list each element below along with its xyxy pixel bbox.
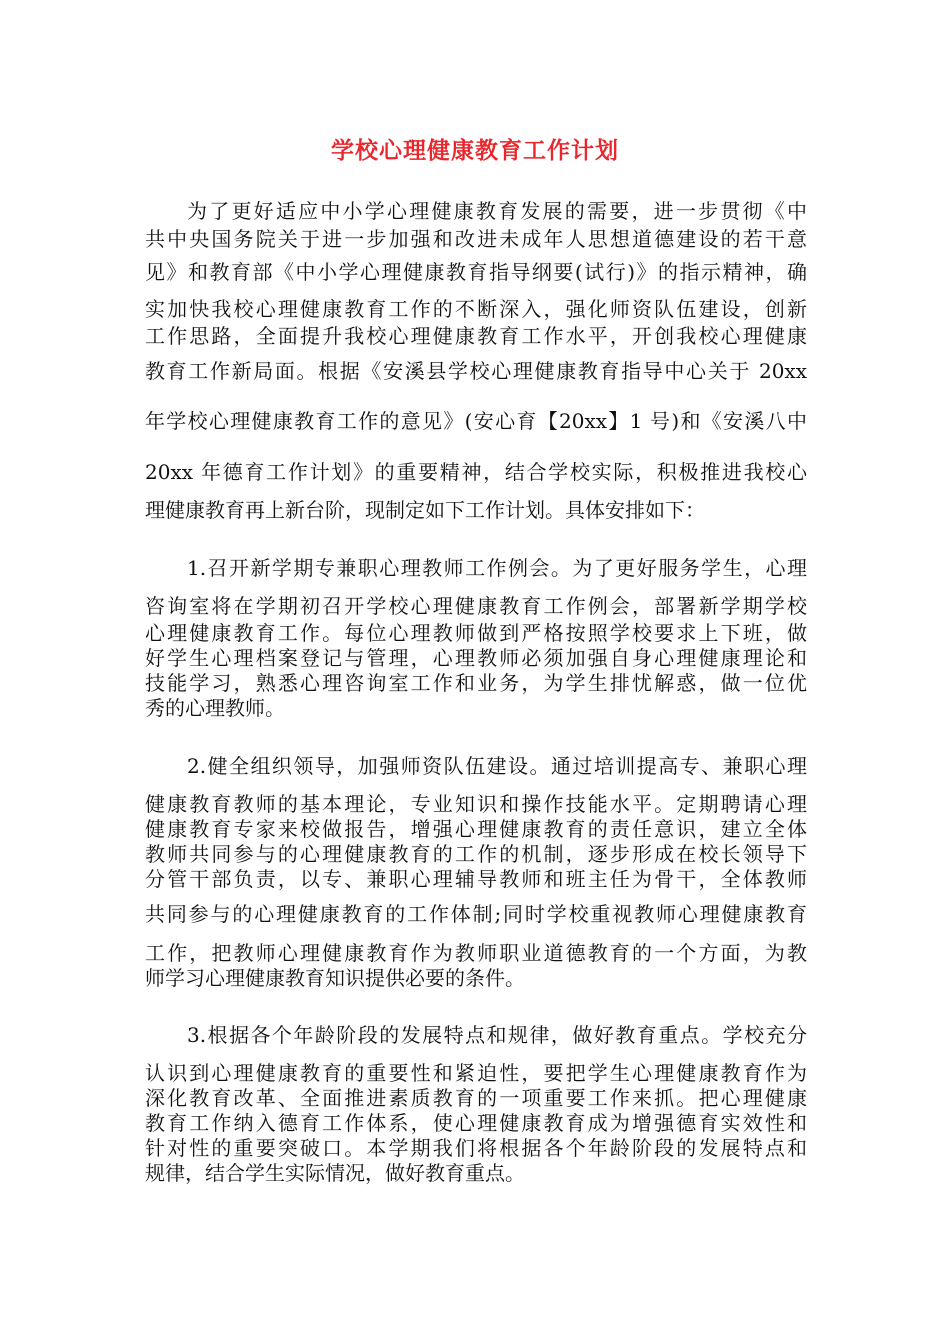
- paragraph-2-line-3: 心理健康教育工作。每位心理教师做到严格按照学校要求上下班，做: [145, 621, 807, 645]
- paragraph-2-line-1: 1.召开新学期专兼职心理教师工作例会。为了更好服务学生，心理: [187, 556, 807, 580]
- paragraph-4-line-5: 针对性的重要突破口。本学期我们将根据各个年龄阶段的发展特点和: [145, 1136, 807, 1160]
- paragraph-1-line-8: 20xx 年德育工作计划》的重要精神，结合学校实际，积极推进我校心: [145, 460, 807, 484]
- paragraph-1-line-7: 年学校心理健康教育工作的意见》(安心育【20xx】1 号)和《安溪八中: [145, 409, 807, 433]
- page-title: 学校心理健康教育工作计划: [331, 137, 619, 164]
- paragraph-4-line-2: 认识到心理健康教育的重要性和紧迫性，要把学生心理健康教育作为: [145, 1061, 807, 1085]
- paragraph-2-line-5: 技能学习，熟悉心理咨询室工作和业务，为学生排忧解惑，做一位优: [145, 671, 807, 695]
- paragraph-1-line-3: 见》和教育部《中小学心理健康教育指导纲要(试行)》的指示精神，确: [145, 260, 807, 284]
- paragraph-2-line-4: 好学生心理档案登记与管理，心理教师必须加强自身心理健康理论和: [145, 646, 807, 670]
- paragraph-1-line-9: 理健康教育再上新台阶，现制定如下工作计划。具体安排如下：: [145, 498, 705, 522]
- paragraph-1-line-1: 为了更好适应中小学心理健康教育发展的需要，进一步贯彻《中: [187, 199, 807, 223]
- paragraph-1-line-4: 实加快我校心理健康教育工作的不断深入，强化师资队伍建设，创新: [145, 297, 807, 321]
- paragraph-3-line-2: 健康教育教师的基本理论，专业知识和操作技能水平。定期聘请心理: [145, 792, 807, 816]
- paragraph-4-line-3: 深化教育改革、全面推进素质教育的一项重要工作来抓。把心理健康: [145, 1086, 807, 1110]
- paragraph-3-line-8: 师学习心理健康教育知识提供必要的条件。: [145, 966, 525, 990]
- paragraph-3-line-1: 2.健全组织领导，加强师资队伍建设。通过培训提高专、兼职心理: [187, 754, 807, 778]
- paragraph-3-line-4: 教师共同参与的心理健康教育的工作的机制，逐步形成在校长领导下: [145, 842, 807, 866]
- paragraph-2-line-2: 咨询室将在学期初召开学校心理健康教育工作例会，部署新学期学校: [145, 594, 807, 618]
- paragraph-4-line-6: 规律，结合学生实际情况，做好教育重点。: [145, 1161, 525, 1185]
- paragraph-1-line-6: 教育工作新局面。根据《安溪县学校心理健康教育指导中心关于 20xx: [145, 359, 807, 383]
- paragraph-3-line-3: 健康教育专家来校做报告，增强心理健康教育的责任意识，建立全体: [145, 817, 807, 841]
- paragraph-3-line-6: 共同参与的心理健康教育的工作体制;同时学校重视教师心理健康教育: [145, 902, 807, 926]
- paragraph-2-line-6: 秀的心理教师。: [145, 696, 285, 720]
- paragraph-4-line-4: 教育工作纳入德育工作体系，使心理健康教育成为增强德育实效性和: [145, 1111, 807, 1135]
- paragraph-1-line-5: 工作思路，全面提升我校心理健康教育工作水平，开创我校心理健康: [145, 324, 807, 348]
- paragraph-3-line-5: 分管干部负责，以专、兼职心理辅导教师和班主任为骨干，全体教师: [145, 867, 807, 891]
- paragraph-1-line-2: 共中央国务院关于进一步加强和改进未成年人思想道德建设的若干意: [145, 227, 807, 251]
- paragraph-4-line-1: 3.根据各个年龄阶段的发展特点和规律，做好教育重点。学校充分: [187, 1023, 807, 1047]
- paragraph-3-line-7: 工作，把教师心理健康教育作为教师职业道德教育的一个方面，为教: [145, 941, 807, 965]
